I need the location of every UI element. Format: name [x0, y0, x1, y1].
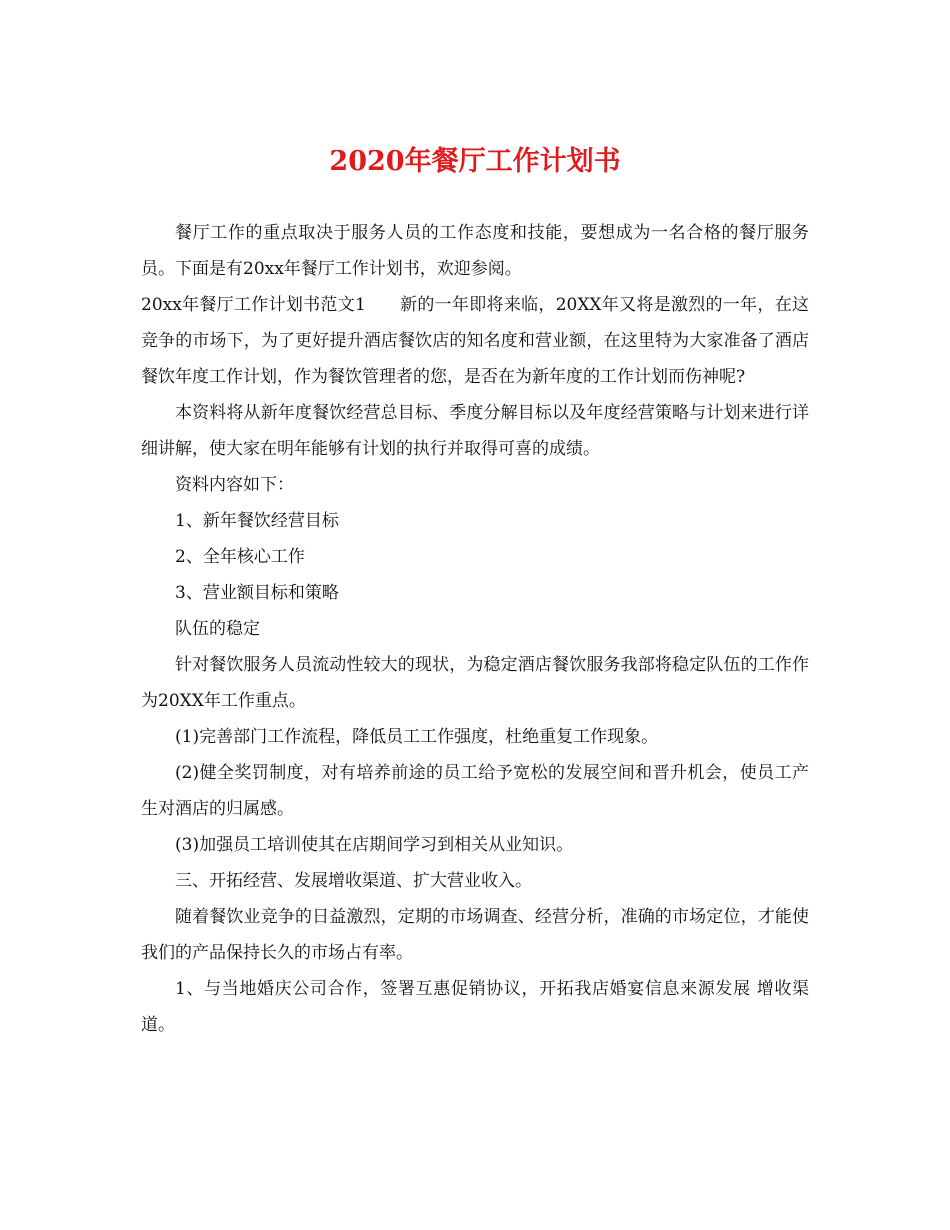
document-title: 2020年餐厅工作计划书 [329, 146, 621, 177]
paragraph: 针对餐饮服务人员流动性较大的现状，为稳定酒店餐饮服务我部将稳定队伍的工作作为20XX年工作重点。 [141, 655, 809, 711]
paragraph: 随着餐饮业竞争的日益激烈，定期的市场调查、经营分析，准确的市场定位，才能使我们的产品保持长久的市场占有率。 [141, 907, 809, 963]
paragraph-contents-label: 资料内容如下： [175, 475, 294, 495]
sample-text: 新的一年即将来临，20XX年又将是激烈的一年，在这竞争的市场下，为了更好提升酒店餐饮店的知名度和营业额，在这里特为大家准备了酒店餐饮年度工作计划，作为餐饮管理者的您，是否在为新年度的工作计划而伤神呢? [141, 295, 810, 387]
list-item: 2、全年核心工作 [175, 547, 305, 567]
sample-heading: 20xx年餐厅工作计划书范文1 [141, 295, 366, 315]
paragraph-sample-1 [141, 287, 809, 395]
section-heading: 队伍的稳定 [175, 619, 260, 639]
list-item: 3、营业额目标和策略 [175, 583, 339, 603]
list-item: 1、新年餐饮经营目标 [175, 511, 339, 531]
list-item: (1)完善部门工作流程，降低员工工作强度，杜绝重复工作现象。 [175, 727, 659, 747]
list-item: (3)加强员工培训使其在店期间学习到相关从业知识。 [175, 835, 574, 855]
paragraph-overview: 本资料将从新年度餐饮经营总目标、季度分解目标以及年度经营策略与计划来进行详细讲解，使大家在明年能够有计划的执行并取得可喜的成绩。 [141, 403, 809, 459]
document-body [141, 215, 809, 1043]
list-item: 1、与当地婚庆公司合作，签署互惠促销协议，开拓我店婚宴信息来源发展 增收渠道。 [141, 979, 809, 1035]
paragraph-intro: 餐厅工作的重点取决于服务人员的工作态度和技能，要想成为一名合格的餐厅服务员。下面是有20xx年餐厅工作计划书，欢迎参阅。 [141, 223, 809, 279]
list-item: (2)健全奖罚制度，对有培养前途的员工给予宽松的发展空间和晋升机会，使员工产生对酒店的归属感。 [141, 763, 809, 819]
section-heading: 三、开拓经营、发展增收渠道、扩大营业收入。 [175, 871, 532, 891]
